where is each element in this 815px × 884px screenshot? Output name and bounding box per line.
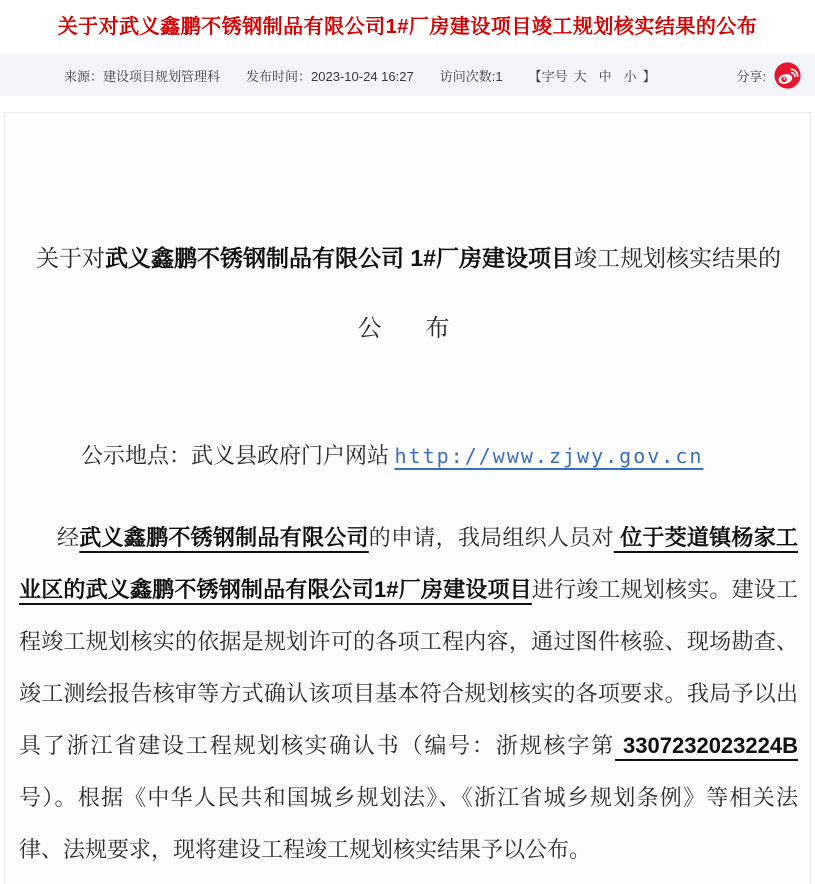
font-size-suffix: 】 <box>642 68 656 84</box>
publish-time-label: 发布时间： <box>246 68 312 84</box>
body-company-name: 武义鑫鹏不锈钢制品有限公司 <box>79 525 369 550</box>
font-size-large-button[interactable]: 大 <box>573 68 587 84</box>
font-size-prefix: 【字号 <box>528 68 568 84</box>
document-scan <box>4 112 811 884</box>
visit-count-label: 访问次数: <box>439 68 496 84</box>
body-seg-5: 进行竣工规划核实。建设工程竣工规划核实的依据是规划许可的各项工程内容，通过图件核验、现场勘查、竣工测绘报告核审等方式确认该项目基本符合规划核实的各项要求。我局予以出具了浙江省建设工程规划核实确认书（编号：浙规核字第 <box>19 577 798 758</box>
document-body-paragraph <box>19 512 798 876</box>
font-size-small-button[interactable]: 小 <box>623 68 637 84</box>
body-seg-1: 经 <box>57 525 80 550</box>
body-seg-7: 号）。根据《中华人民共和国城乡规划法》、《浙江省城乡规划条例》等相关法律、法规要求，现将建设工程竣工规划核实结果予以公布。 <box>19 785 798 862</box>
doc-title-company: 武义鑫鹏不锈钢制品有限公司 <box>105 245 404 271</box>
doc-title-project: 1#厂房建设项目 <box>404 245 574 271</box>
meta-info <box>64 66 656 85</box>
body-project-name: 位于茭道镇杨家工业区的武义鑫鹏不锈钢制品有限公司1#厂房建设项目 <box>19 525 798 602</box>
weibo-share-icon[interactable] <box>774 62 801 89</box>
meta-bar <box>0 54 815 96</box>
document-title-line2: 公 布 <box>357 316 460 342</box>
publication-location-line <box>19 439 798 470</box>
page-title: 关于对武义鑫鹏不锈钢制品有限公司1#厂房建设项目竣工规划核实结果的公布 <box>57 16 758 38</box>
body-seg-3: 的申请，我局组织人员对 <box>368 525 614 550</box>
government-website-link[interactable]: http://www.zjwy.gov.cn <box>394 444 704 468</box>
share-area <box>736 62 801 89</box>
doc-title-suffix: 竣工规划核实结果的 <box>573 246 781 271</box>
source-label: 来源： <box>64 68 104 84</box>
body-certificate-number: 3307232023224B <box>615 733 798 758</box>
visit-count-item <box>440 66 503 85</box>
source-item <box>64 66 220 85</box>
font-size-medium-button[interactable]: 中 <box>598 68 612 84</box>
publish-time-value: 2023-10-24 16:27 <box>311 68 414 84</box>
font-size-controls <box>529 66 656 85</box>
visit-count-value: 1 <box>495 68 503 84</box>
document-title-line1 <box>19 113 798 276</box>
source-value: 建设项目规划管理科 <box>103 68 221 84</box>
share-label: 分享: <box>736 68 766 84</box>
publish-time-item <box>246 66 414 85</box>
publication-location-label: 公示地点：武义县政府门户网站 <box>81 443 395 468</box>
doc-title-prefix: 关于对 <box>36 246 105 271</box>
